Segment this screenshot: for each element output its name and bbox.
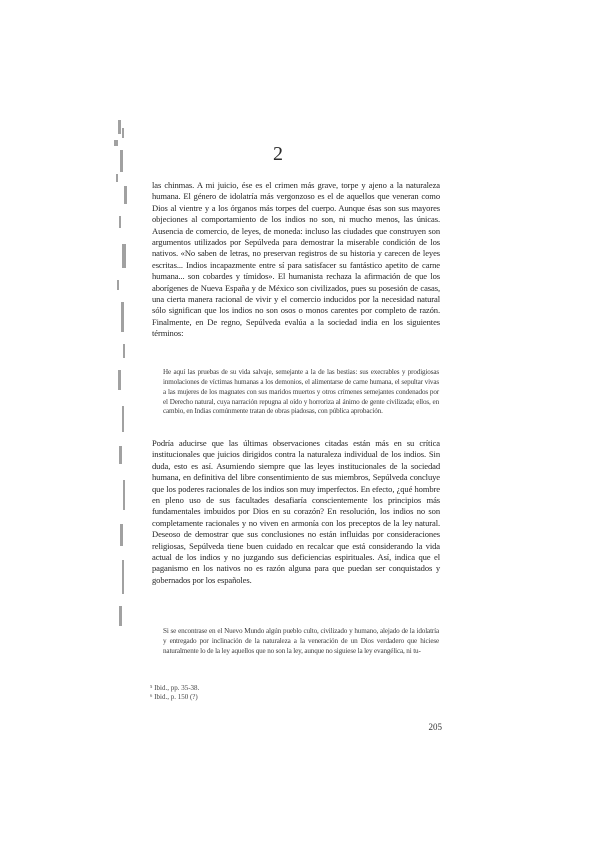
page-header-mark: 2 (273, 143, 283, 165)
footnote-2: ⁶ Ibid., p. 150 (?) (150, 693, 198, 701)
body-paragraph-1: las chinmas. A mi juicio, ése es el crimen más grave, torpe y ajeno a la naturaleza humana. El género de idolatría más vergonzoso es el de aquellos que veneran como Dios al vientre y a los órganos más torpes del cuerpo. Aunque ésas son sus mayores objeciones al comportamiento de los indios no son, ni mucho menos, las únicas. Ausencia de comercio, de leyes, de moneda: incluso las ciudades que construyen son argumentos utilizados por Sepúlveda para demostrar la miserable condición de los nativos. «No saben de letras, no preservan registros de su historia y carecen de leyes escritas... Indios incapazmente entre sí para satisfacer su fantástico apetito de carne humana... son cobardes y tímidos». El humanista rechaza la afirmación de que los aborígenes de Nueva España y de México son civilizados, pues su posesión de casas, una cierta manera racional de vivir y el comercio inducidos por la necesidad natural sólo significan que los indios no son osos o monos carentes por completo de razón. Finalmente, en De regno, Sepúlveda evalúa a la sociedad india en los siguientes términos: (152, 180, 440, 339)
body-paragraph-2: Podría aducirse que las últimas observaciones citadas están más en su crítica institucionales que juicios dirigidos contra la naturaleza individual de los indios. Sin duda, esto es así. Asumiendo siempre que las leyes institucionales de la sociedad humana, en definitiva del libre consentimiento de sus miembros, Sepúlveda concluye que los poderes racionales de los indios son muy imperfectos. En efecto, ¿qué hombre en pleno uso de sus facultades desafiaría conscientemente los principios más fundamentales imbuidos por Dios en su corazón? En resolución, los indios no son completamente racionales y no viven en armonía con los preceptos de la ley natural. Deseoso de demostrar que sus conclusiones no están influidas por consideraciones religiosas, Sepúlveda tiene buen cuidado en recalcar que está considerando la vida actual de los indios y no juzgando sus deficiencias espirituales. Así, indica que el paganismo en los nativos no es razón alguna para que puedan ser conquistados y gobernados por los españoles. (152, 438, 440, 585)
block-quote-2: Si se encontrase en el Nuevo Mundo algún pueblo culto, civilizado y humano, alejado de la idolatría y entregado por inclinación de la naturaleza a la veneración de un Dios verdadero que hiciese naturalmente lo de la ley aquellos que no son la ley, aunque no siguiese la ley evangélica, ni tu- (163, 627, 439, 655)
block-quote-1: He aquí las pruebas de su vida salvaje, semejante a la de las bestias: sus execrables y prodigiosas inmolaciones de víctimas humanas a los demonios, el alimentarse de carne humana, el sepultar vivas a las mujeres de los magnates con sus maridos muertos y otros crímenes semejantes condenados por el Derecho natural, cuya narración repugna al oído y horroriza al ánimo de gente civilizada; ellos, en cambio, en Indias comúnmente tratan de obras piadosas, con pública aprobación. (163, 368, 439, 416)
binding-shadow-decoration (104, 120, 136, 640)
page-number: 205 (428, 722, 442, 732)
footnote-1: ⁵ Ibid., pp. 35-38. (150, 684, 200, 692)
footnotes (150, 684, 350, 702)
